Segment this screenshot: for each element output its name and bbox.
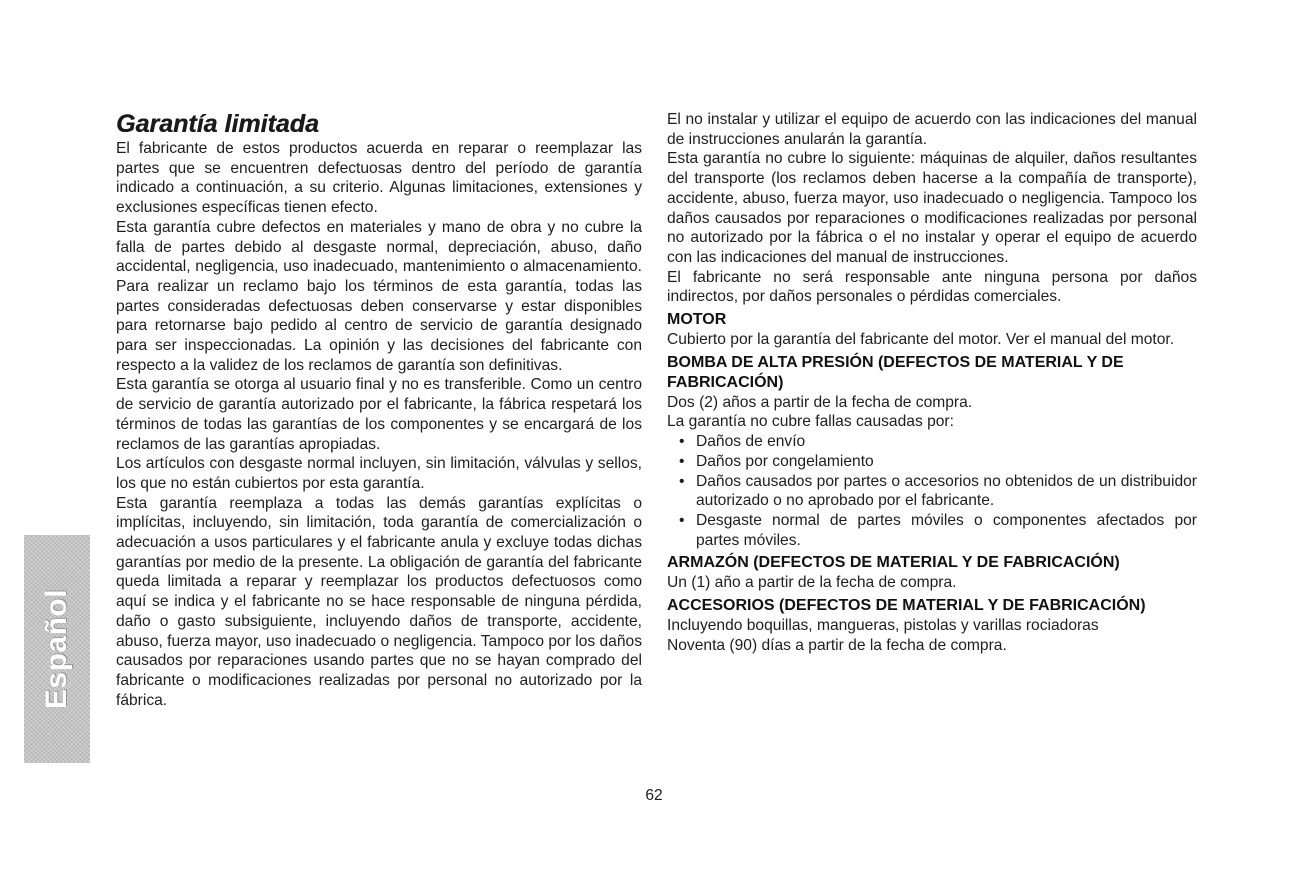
intro-paragraph-1: El no instalar y utilizar el equipo de acuerdo con las indicaciones del manual de instrucciones anularán la garantía.: [667, 111, 1197, 148]
pump-heading: BOMBA DE ALTA PRESIÓN (DEFECTOS DE MATERIAL Y DE FABRICACIÓN): [667, 353, 1124, 391]
list-item: • Daños por congelamiento: [667, 452, 1197, 472]
warranty-paragraph-2: Esta garantía cubre defectos en materiales y mano de obra y no cubre la falla de partes debido al desgaste normal, depreciación, abuso, daño accidental, negligencia, uso inadecuado, mantenimiento o almacenamiento. Para realizar un reclamo bajo los términos de esta garantía, todas las partes consideradas defectuosas deben conservarse y estar disponibles para retornarse bajo pedido al centro de servicio de garantía designado para ser inspeccionadas. La opinión y las decisiones del fabricante con respecto a la validez de los reclamos de garantía son definitivas.: [116, 218, 642, 374]
frame-text: Un (1) año a partir de la fecha de compra.: [667, 574, 957, 592]
list-item: • Daños causados por partes o accesorios no obtenidos de un distribuidor autorizado o no aprobado por el fabricante.: [667, 472, 1197, 511]
motor-heading: MOTOR: [667, 311, 727, 329]
left-column: [116, 110, 642, 710]
frame-heading: ARMAZÓN (DEFECTOS DE MATERIAL Y DE FABRICACIÓN): [667, 554, 1120, 572]
warranty-paragraph-4: Los artículos con desgaste normal incluyen, sin limitación, válvulas y sellos, los que no están cubiertos por esta garantía.: [116, 455, 642, 492]
warranty-paragraph-5: Esta garantía reemplaza a todas las demás garantías explícitas o implícitas, incluyendo, sin limitación, toda garantía de comercialización o adecuación a usos particulares y el fabricante anula y excluye todas dichas garantías por medio de la presente. La obligación de garantía del fabricante queda limitada a reparar y reemplazar los productos defectuosos como aquí se indica y el fabricante no se hace responsable de ninguna pérdida, daño o gasto subsiguiente, incluyendo daños de transporte, accidente, abuso, fuerza mayor, uso inadecuado o negligencia. Tampoco por los daños causados por reparaciones usando partes que no se hayan comprado del fabricante o modificaciones realizadas por personal no autorizado por la fábrica.: [116, 494, 642, 709]
warranty-paragraph-3: Esta garantía se otorga al usuario final y no es transferible. Como un centro de servicio de garantía autorizado por el fabricante, la fábrica respetará los términos de todas las garantías de los componentes y se encargará de los reclamos de las garantías apropiadas.: [116, 376, 642, 453]
pump-exclusions-list: [667, 432, 1197, 550]
page-title: Garantía limitada: [116, 110, 319, 138]
accessories-includes: Incluyendo boquillas, mangueras, pistolas y varillas rociadoras: [667, 617, 1099, 635]
motor-text: Cubierto por la garantía del fabricante del motor. Ver el manual del motor.: [667, 331, 1175, 349]
page-number: 62: [645, 787, 663, 804]
accessories-period: Noventa (90) días a partir de la fecha de compra.: [667, 636, 1007, 654]
pump-not-covered-intro: La garantía no cubre fallas causadas por:: [667, 413, 954, 431]
accessories-heading: ACCESORIOS (DEFECTOS DE MATERIAL Y DE FABRICACIÓN): [667, 597, 1146, 615]
warranty-paragraph-1: El fabricante de estos productos acuerda en reparar o reemplazar las partes que se encuentren defectuosas dentro del período de garantía indicado a continuación, a su criterio. Algunas limitaciones, extensiones y exclusiones específicas tienen efecto.: [116, 140, 642, 217]
list-item: • Desgaste normal de partes móviles o componentes afectados por partes móviles.: [667, 511, 1197, 550]
right-column: [667, 110, 1197, 655]
language-side-tab: [24, 535, 90, 763]
intro-paragraph-3: El fabricante no será responsable ante ninguna persona por daños indirectos, por daños personales o pérdidas comerciales.: [667, 268, 1197, 306]
intro-paragraph-2: Esta garantía no cubre lo siguiente: máquinas de alquiler, daños resultantes del transporte (los reclamos deben hacerse a la compañía de transporte), accidente, abuso, fuerza mayor, uso inadecuado o negligencia. Tampoco los daños causados por reparaciones o modificaciones realizadas por personal no autorizado por la fábrica o el no instalar y operar el equipo de acuerdo con las indicaciones del manual de instrucciones.: [667, 150, 1197, 266]
pump-period: Dos (2) años a partir de la fecha de compra.: [667, 393, 973, 411]
list-item: • Daños de envío: [667, 432, 1197, 452]
language-tab-label: Español: [40, 588, 73, 710]
